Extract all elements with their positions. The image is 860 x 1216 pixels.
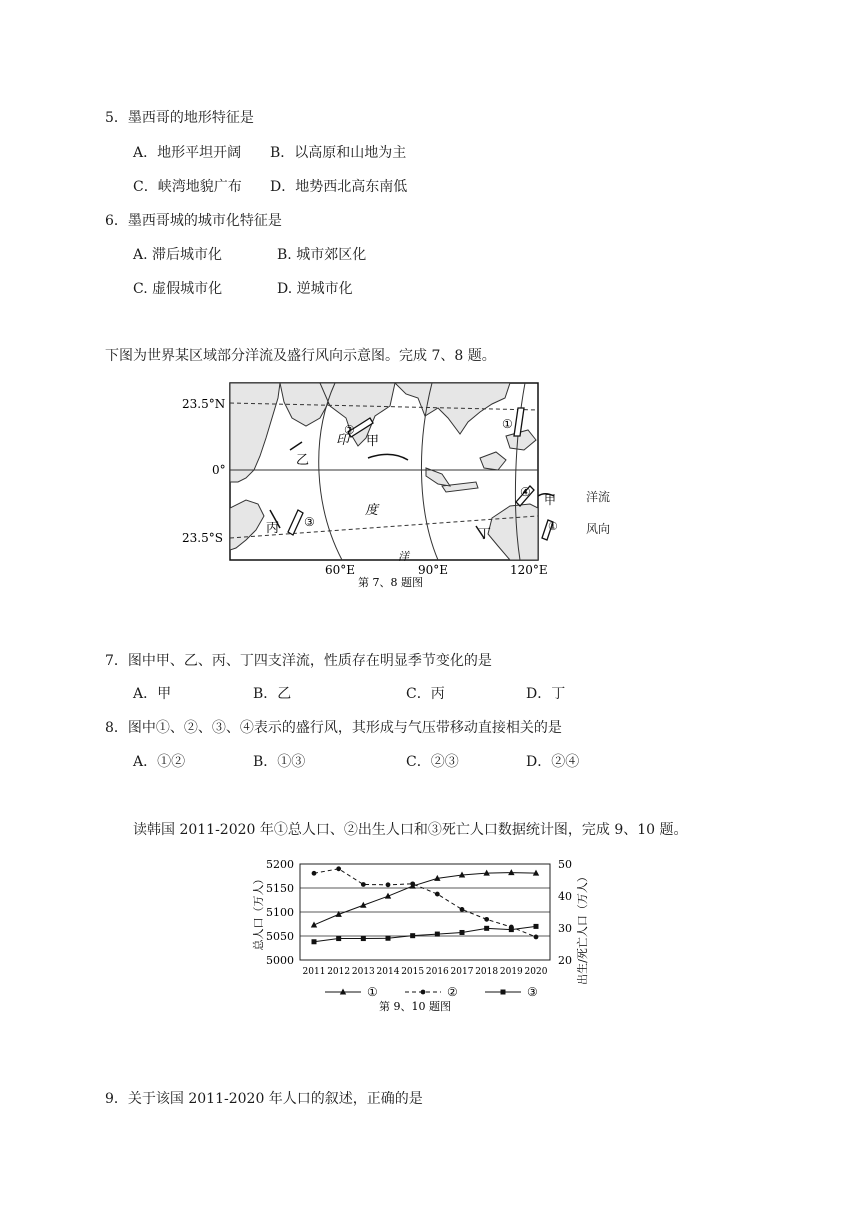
series-birth-point <box>386 882 391 887</box>
legend-total-label: ① <box>367 985 378 999</box>
series-birth-point <box>361 882 366 887</box>
current-label-bing: 丙 <box>266 521 280 536</box>
x-tick-label: 2019 <box>499 967 523 977</box>
series-birth-point <box>484 917 489 922</box>
x-tick-label: 2013 <box>351 967 375 977</box>
x-tick-label: 2015 <box>401 967 425 977</box>
x-tick-label: 2017 <box>450 967 474 977</box>
left-tick-label: 5050 <box>266 930 294 943</box>
intro-9-10: 读韩国 2011-2020 年①总人口、②出生人口和③死亡人口数据统计图，完成 9、10 题。 <box>133 822 688 838</box>
q5-stem: 5．墨西哥的地形特征是 <box>105 110 254 126</box>
q7-option-c: C．丙 <box>406 686 445 702</box>
series-death-point <box>361 936 366 941</box>
x-tick-label: 2012 <box>327 967 351 977</box>
region-label-yin: 印 <box>336 433 350 448</box>
q8-option-d: D．②④ <box>526 754 580 770</box>
series-death-point <box>460 930 465 935</box>
series-birth-point <box>534 935 539 940</box>
series-death-point <box>312 939 317 944</box>
series-birth-point <box>336 866 341 871</box>
q8-option-a: A．①② <box>133 754 186 770</box>
current-label-yi: 乙 <box>296 453 310 468</box>
series-death-point <box>484 926 489 931</box>
series-death-point <box>435 932 440 937</box>
lat-label-0: 0° <box>212 463 226 477</box>
wind-label-1: ① <box>502 417 513 431</box>
left-tick-label: 5150 <box>266 882 294 895</box>
series-birth-point <box>435 892 440 897</box>
legend-birth-marker <box>421 990 426 995</box>
x-tick-label: 2011 <box>302 967 326 977</box>
current-label-jia: 甲 <box>366 434 380 449</box>
series-birth-point <box>460 907 465 912</box>
legend-wind-symbol: ① <box>548 520 558 533</box>
q6-option-b: B. 城市郊区化 <box>277 247 367 263</box>
population-chart <box>250 852 610 1032</box>
right-tick-label: 20 <box>558 954 572 967</box>
series-birth-point <box>312 871 317 876</box>
wind-label-4: ④ <box>520 485 531 499</box>
lat-label-23s: 23.5°S <box>182 531 223 545</box>
legend-birth-label: ② <box>447 985 458 999</box>
ocean-current-map <box>180 378 560 588</box>
lon-label-60e: 60°E <box>325 563 356 577</box>
q6-option-c: C. 虚假城市化 <box>133 281 223 297</box>
q9-stem: 9．关于该国 2011-2020 年人口的叙述，正确的是 <box>105 1091 423 1107</box>
series-total-line <box>314 873 536 925</box>
intro-7-8: 下图为世界某区域部分洋流及盛行风向示意图。完成 7、8 题。 <box>105 348 496 364</box>
right-axis-label: 出生/死亡人口（万人） <box>576 871 589 985</box>
wind-label-2: ② <box>344 423 355 437</box>
left-tick-label: 5200 <box>266 858 294 871</box>
right-tick-label: 40 <box>558 890 572 903</box>
q5-option-c: C．峡湾地貌广布 <box>133 179 242 195</box>
q8-stem: 8．图中①、②、③、④表示的盛行风，其形成与气压带移动直接相关的是 <box>105 720 562 736</box>
q6-option-a: A. 滞后城市化 <box>133 247 223 263</box>
q7-option-b: B．乙 <box>253 686 292 702</box>
q7-option-a: A．甲 <box>133 686 172 702</box>
region-label-du: 度 <box>365 503 379 518</box>
lon-label-90e: 90°E <box>418 563 449 577</box>
legend-current-symbol: 甲 <box>544 493 557 507</box>
region-label-yang: 洋 <box>398 550 409 563</box>
q7-stem: 7．图中甲、乙、丙、丁四支洋流，性质存在明显季节变化的是 <box>105 653 492 669</box>
x-tick-label: 2020 <box>524 967 548 977</box>
q5-option-a: A．地形平坦开阔 <box>133 145 242 161</box>
series-birth-point <box>410 881 415 886</box>
series-total-point <box>508 869 514 875</box>
q8-option-c: C．②③ <box>406 754 459 770</box>
q6-option-d: D. 逆城市化 <box>277 281 353 297</box>
legend-current-label: 洋流 <box>586 490 611 504</box>
left-axis-label: 总人口（万人） <box>252 873 265 951</box>
q5-option-d: D．地势西北高东南低 <box>270 179 408 195</box>
series-death-point <box>509 927 514 932</box>
lat-label-23n: 23.5°N <box>182 397 226 411</box>
series-death-point <box>410 933 415 938</box>
series-death-point <box>336 936 341 941</box>
legend-wind-label: 风向 <box>586 522 611 536</box>
x-tick-label: 2016 <box>425 967 449 977</box>
left-tick-label: 5100 <box>266 906 294 919</box>
series-death-point <box>386 936 391 941</box>
legend-death-marker <box>501 990 506 995</box>
series-death-line <box>314 926 536 941</box>
q7-option-d: D．丁 <box>526 686 566 702</box>
series-birth-line <box>314 869 536 937</box>
x-tick-label: 2014 <box>376 967 400 977</box>
current-label-ding: 丁 <box>478 527 492 542</box>
wind-label-3: ③ <box>304 515 315 529</box>
x-tick-label: 2018 <box>475 967 499 977</box>
q6-stem: 6．墨西哥城的城市化特征是 <box>105 213 282 229</box>
q8-option-b: B．①③ <box>253 754 306 770</box>
q5-option-b: B．以高原和山地为主 <box>270 145 407 161</box>
chart-caption: 第 9、10 题图 <box>379 1000 451 1013</box>
right-tick-label: 50 <box>558 858 572 871</box>
lon-label-120e: 120°E <box>510 563 548 577</box>
legend-death-label: ③ <box>527 985 538 999</box>
right-tick-label: 30 <box>558 922 572 935</box>
map-caption: 第 7、8 题图 <box>358 576 423 588</box>
left-tick-label: 5000 <box>266 954 294 967</box>
series-death-point <box>534 924 539 929</box>
